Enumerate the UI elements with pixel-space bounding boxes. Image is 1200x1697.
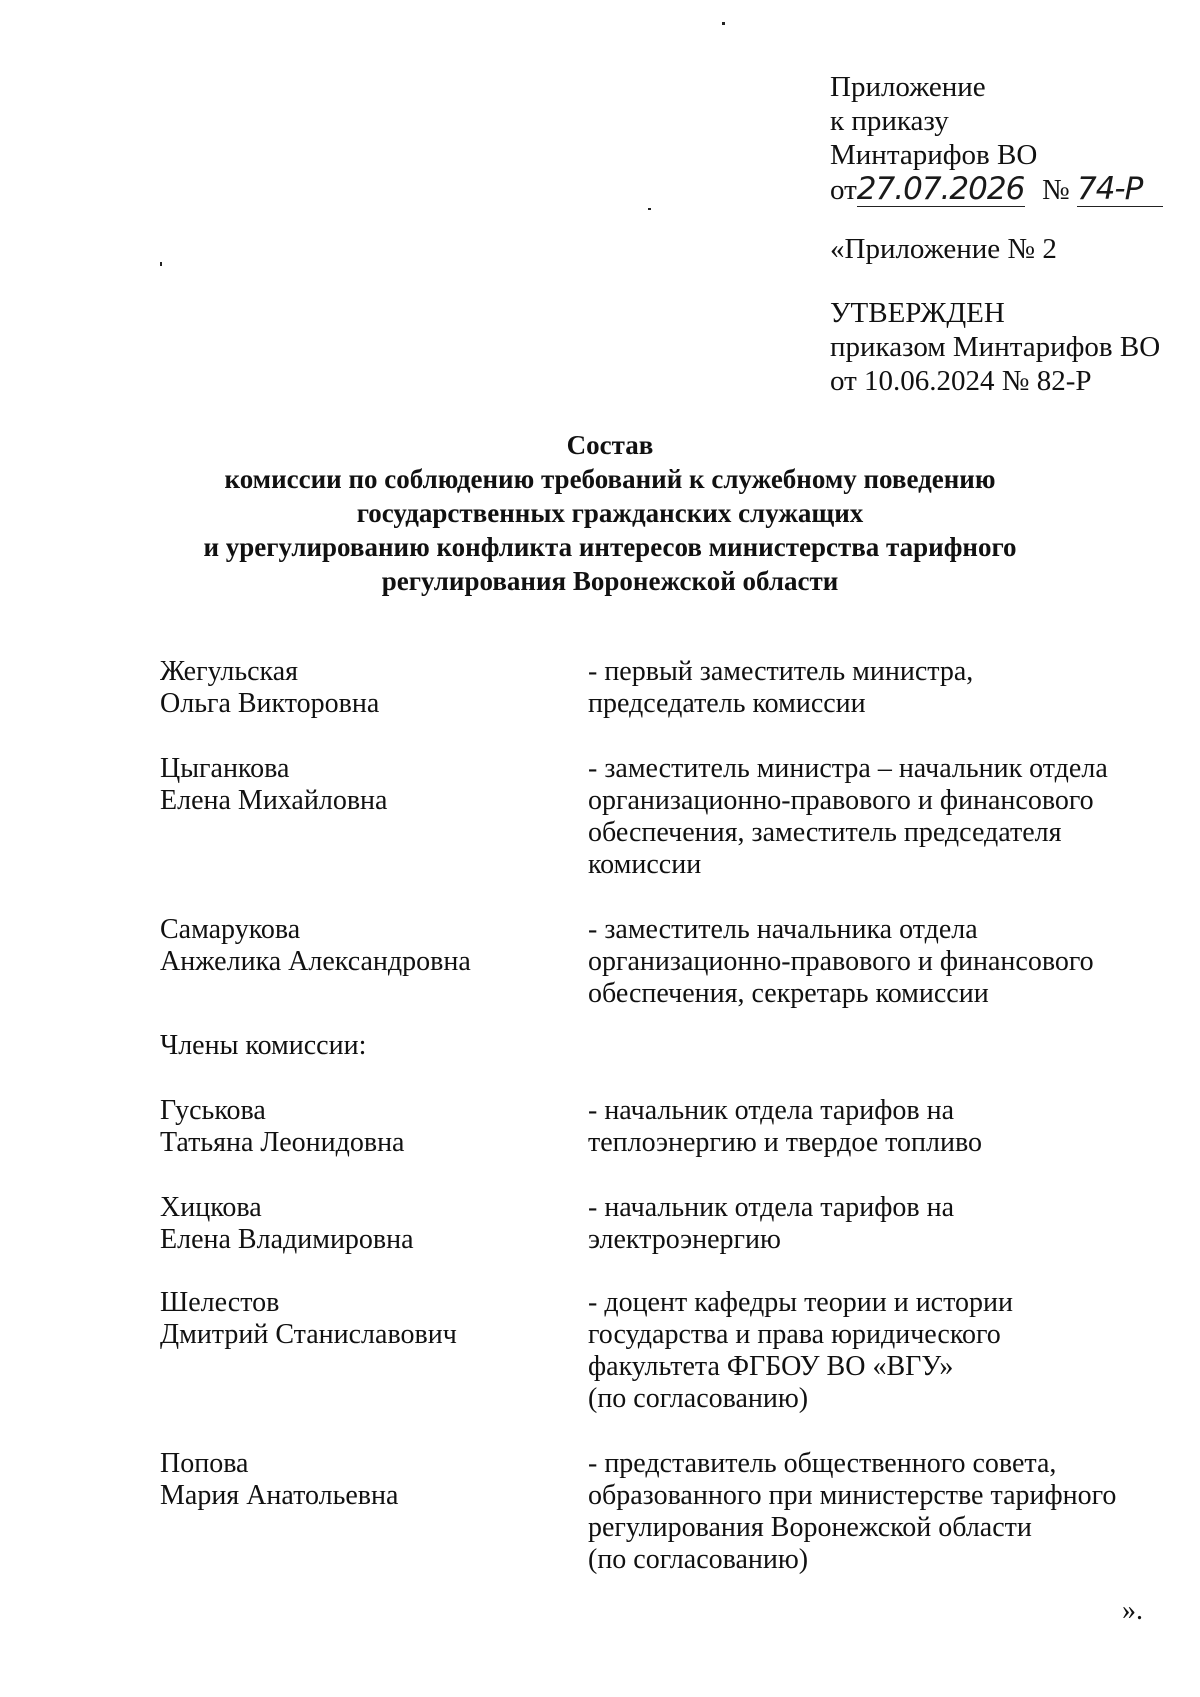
- scan-speck: [648, 208, 651, 210]
- title-line-3: государственных гражданских служащих: [356, 498, 864, 528]
- role-line: теплоэнергию и твердое топливо: [588, 1127, 982, 1158]
- role-line: - первый заместитель министра,: [588, 656, 974, 687]
- role-line: образованного при министерстве тарифного: [588, 1480, 1117, 1511]
- role-line: комиссии: [588, 849, 702, 880]
- order-reference: [830, 70, 1163, 207]
- member-role: [588, 914, 1148, 1010]
- member-role: [588, 753, 1148, 881]
- member-given-name: Мария Анатольевна: [160, 1480, 399, 1511]
- role-line: председатель комиссии: [588, 688, 866, 719]
- role-line: - доцент кафедры теории и истории: [588, 1287, 1013, 1318]
- role-line: - заместитель начальника отдела: [588, 914, 978, 945]
- approval-block: [830, 296, 1160, 398]
- member-surname: Цыганкова: [160, 753, 290, 784]
- role-line: электроэнергию: [588, 1224, 781, 1255]
- title-line-2: комиссии по соблюдению требований к служебному поведению: [224, 464, 996, 494]
- member-role: [588, 1095, 1148, 1159]
- member-surname: Попова: [160, 1448, 249, 1479]
- member-role: [588, 1287, 1148, 1415]
- title-line-5: регулирования Воронежской области: [381, 566, 839, 596]
- member-given-name: Ольга Викторовна: [160, 688, 380, 719]
- header-date-number-line: [830, 172, 1163, 207]
- date-prefix: от: [830, 174, 857, 206]
- member-surname: Самарукова: [160, 914, 301, 945]
- header-line-appendix: Приложение: [830, 71, 986, 103]
- member-name: [160, 1448, 580, 1512]
- approved-heading: УТВЕРЖДЕН: [830, 297, 1005, 329]
- handwritten-number: 74-Р: [1077, 172, 1163, 207]
- document-title: [200, 428, 1020, 598]
- scan-speck: [160, 262, 162, 266]
- scan-speck: [722, 22, 725, 25]
- member-name: [160, 753, 580, 817]
- appendix-label: «Приложение № 2: [830, 233, 1057, 265]
- member-name: [160, 914, 580, 978]
- approved-date: от 10.06.2024 № 82-Р: [830, 365, 1092, 397]
- closing-quote: ».: [1122, 1595, 1143, 1626]
- member-name: [160, 656, 580, 720]
- title-line-1: Состав: [566, 430, 654, 460]
- handwritten-date: 27.07.2026: [856, 171, 1025, 207]
- role-line: обеспечения, секретарь комиссии: [588, 978, 989, 1009]
- approved-by: приказом Минтарифов ВО: [830, 331, 1161, 363]
- role-line: государства и права юридического: [588, 1319, 1001, 1350]
- role-line: - начальник отдела тарифов на: [588, 1192, 955, 1223]
- role-line: (по согласованию): [588, 1383, 809, 1414]
- member-given-name: Анжелика Александровна: [160, 946, 471, 977]
- header-line-ministry: Минтарифов ВО: [830, 139, 1038, 171]
- appendix-label-block: [830, 232, 1057, 266]
- role-line: организационно-правового и финансового: [588, 785, 1094, 816]
- title-line-4: и урегулированию конфликта интересов министерства тарифного: [203, 532, 1017, 562]
- role-line: - заместитель министра – начальник отдела: [588, 753, 1108, 784]
- member-name: [160, 1192, 580, 1256]
- member-given-name: Елена Владимировна: [160, 1224, 414, 1255]
- number-label: №: [1042, 174, 1070, 206]
- member-role: [588, 1448, 1148, 1576]
- members-label: Члены комиссии:: [160, 1030, 367, 1061]
- role-line: факультета ФГБОУ ВО «ВГУ»: [588, 1351, 954, 1382]
- role-line: обеспечения, заместитель председателя: [588, 817, 1062, 848]
- member-surname: Жегульская: [160, 656, 299, 687]
- role-line: - представитель общественного совета,: [588, 1448, 1057, 1479]
- member-surname: Хицкова: [160, 1192, 262, 1223]
- member-surname: Шелестов: [160, 1287, 280, 1318]
- member-given-name: Дмитрий Станиславович: [160, 1319, 457, 1350]
- member-role: [588, 1192, 1148, 1256]
- role-line: (по согласованию): [588, 1544, 809, 1575]
- role-line: регулирования Воронежской области: [588, 1512, 1032, 1543]
- member-name: [160, 1095, 580, 1159]
- header-line-to-order: к приказу: [830, 105, 949, 137]
- role-line: организационно-правового и финансового: [588, 946, 1094, 977]
- member-name: [160, 1287, 580, 1351]
- member-surname: Гуськова: [160, 1095, 266, 1126]
- member-given-name: Татьяна Леонидовна: [160, 1127, 405, 1158]
- role-line: - начальник отдела тарифов на: [588, 1095, 955, 1126]
- member-role: [588, 656, 1148, 720]
- member-given-name: Елена Михайловна: [160, 785, 388, 816]
